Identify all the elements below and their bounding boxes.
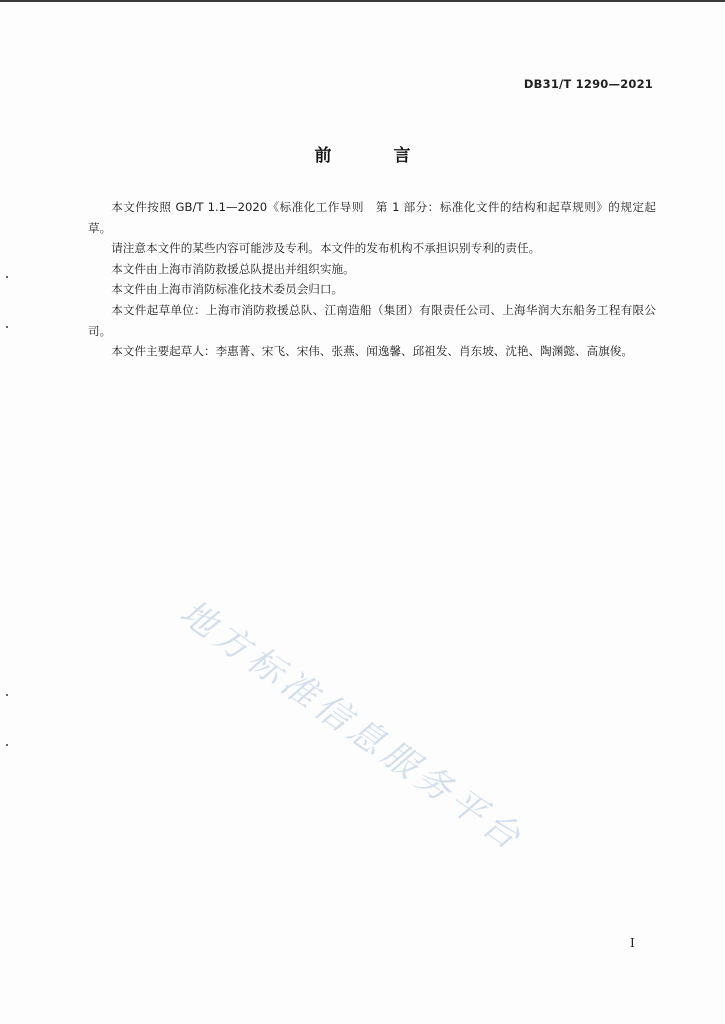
paragraph-drafting-units: 本文件起草单位：上海市消防救援总队、江南造船（集团）有限责任公司、上海华润大东船务工程有限公司。 (88, 302, 656, 338)
scan-margin-mark (6, 694, 8, 696)
document-code: DB31/T 1290—2021 (523, 77, 653, 91)
paragraph-drafters: 本文件主要起草人：李惠菁、宋飞、宋伟、张燕、闻逸馨、邱祖发、肖东坡、沈艳、陶渊懿、高旗俊。 (111, 344, 633, 359)
page-top-edge (0, 0, 725, 2)
paragraph-drafting-rules: 本文件按照 GB/T 1.1—2020《标准化工作导则 第 1 部分：标准化文件的结构和起草规则》的规定起草。 (88, 200, 656, 235)
page-title: 前 言 (314, 146, 439, 166)
page-number: I (630, 936, 635, 950)
paragraph-committee: 本文件由上海市消防标准化技术委员会归口。 (111, 282, 344, 297)
scan-margin-mark (6, 744, 8, 746)
foreword-body (88, 197, 656, 362)
paragraph-patent-notice: 请注意本文件的某些内容可能涉及专利。本文件的发布机构不承担识别专利的责任。 (111, 241, 541, 256)
watermark: 地方标准信息服务平台 (172, 592, 532, 861)
scan-margin-mark (6, 326, 8, 328)
paragraph-proposer: 本文件由上海市消防救援总队提出并组织实施。 (111, 261, 355, 276)
scan-margin-mark (6, 276, 8, 278)
